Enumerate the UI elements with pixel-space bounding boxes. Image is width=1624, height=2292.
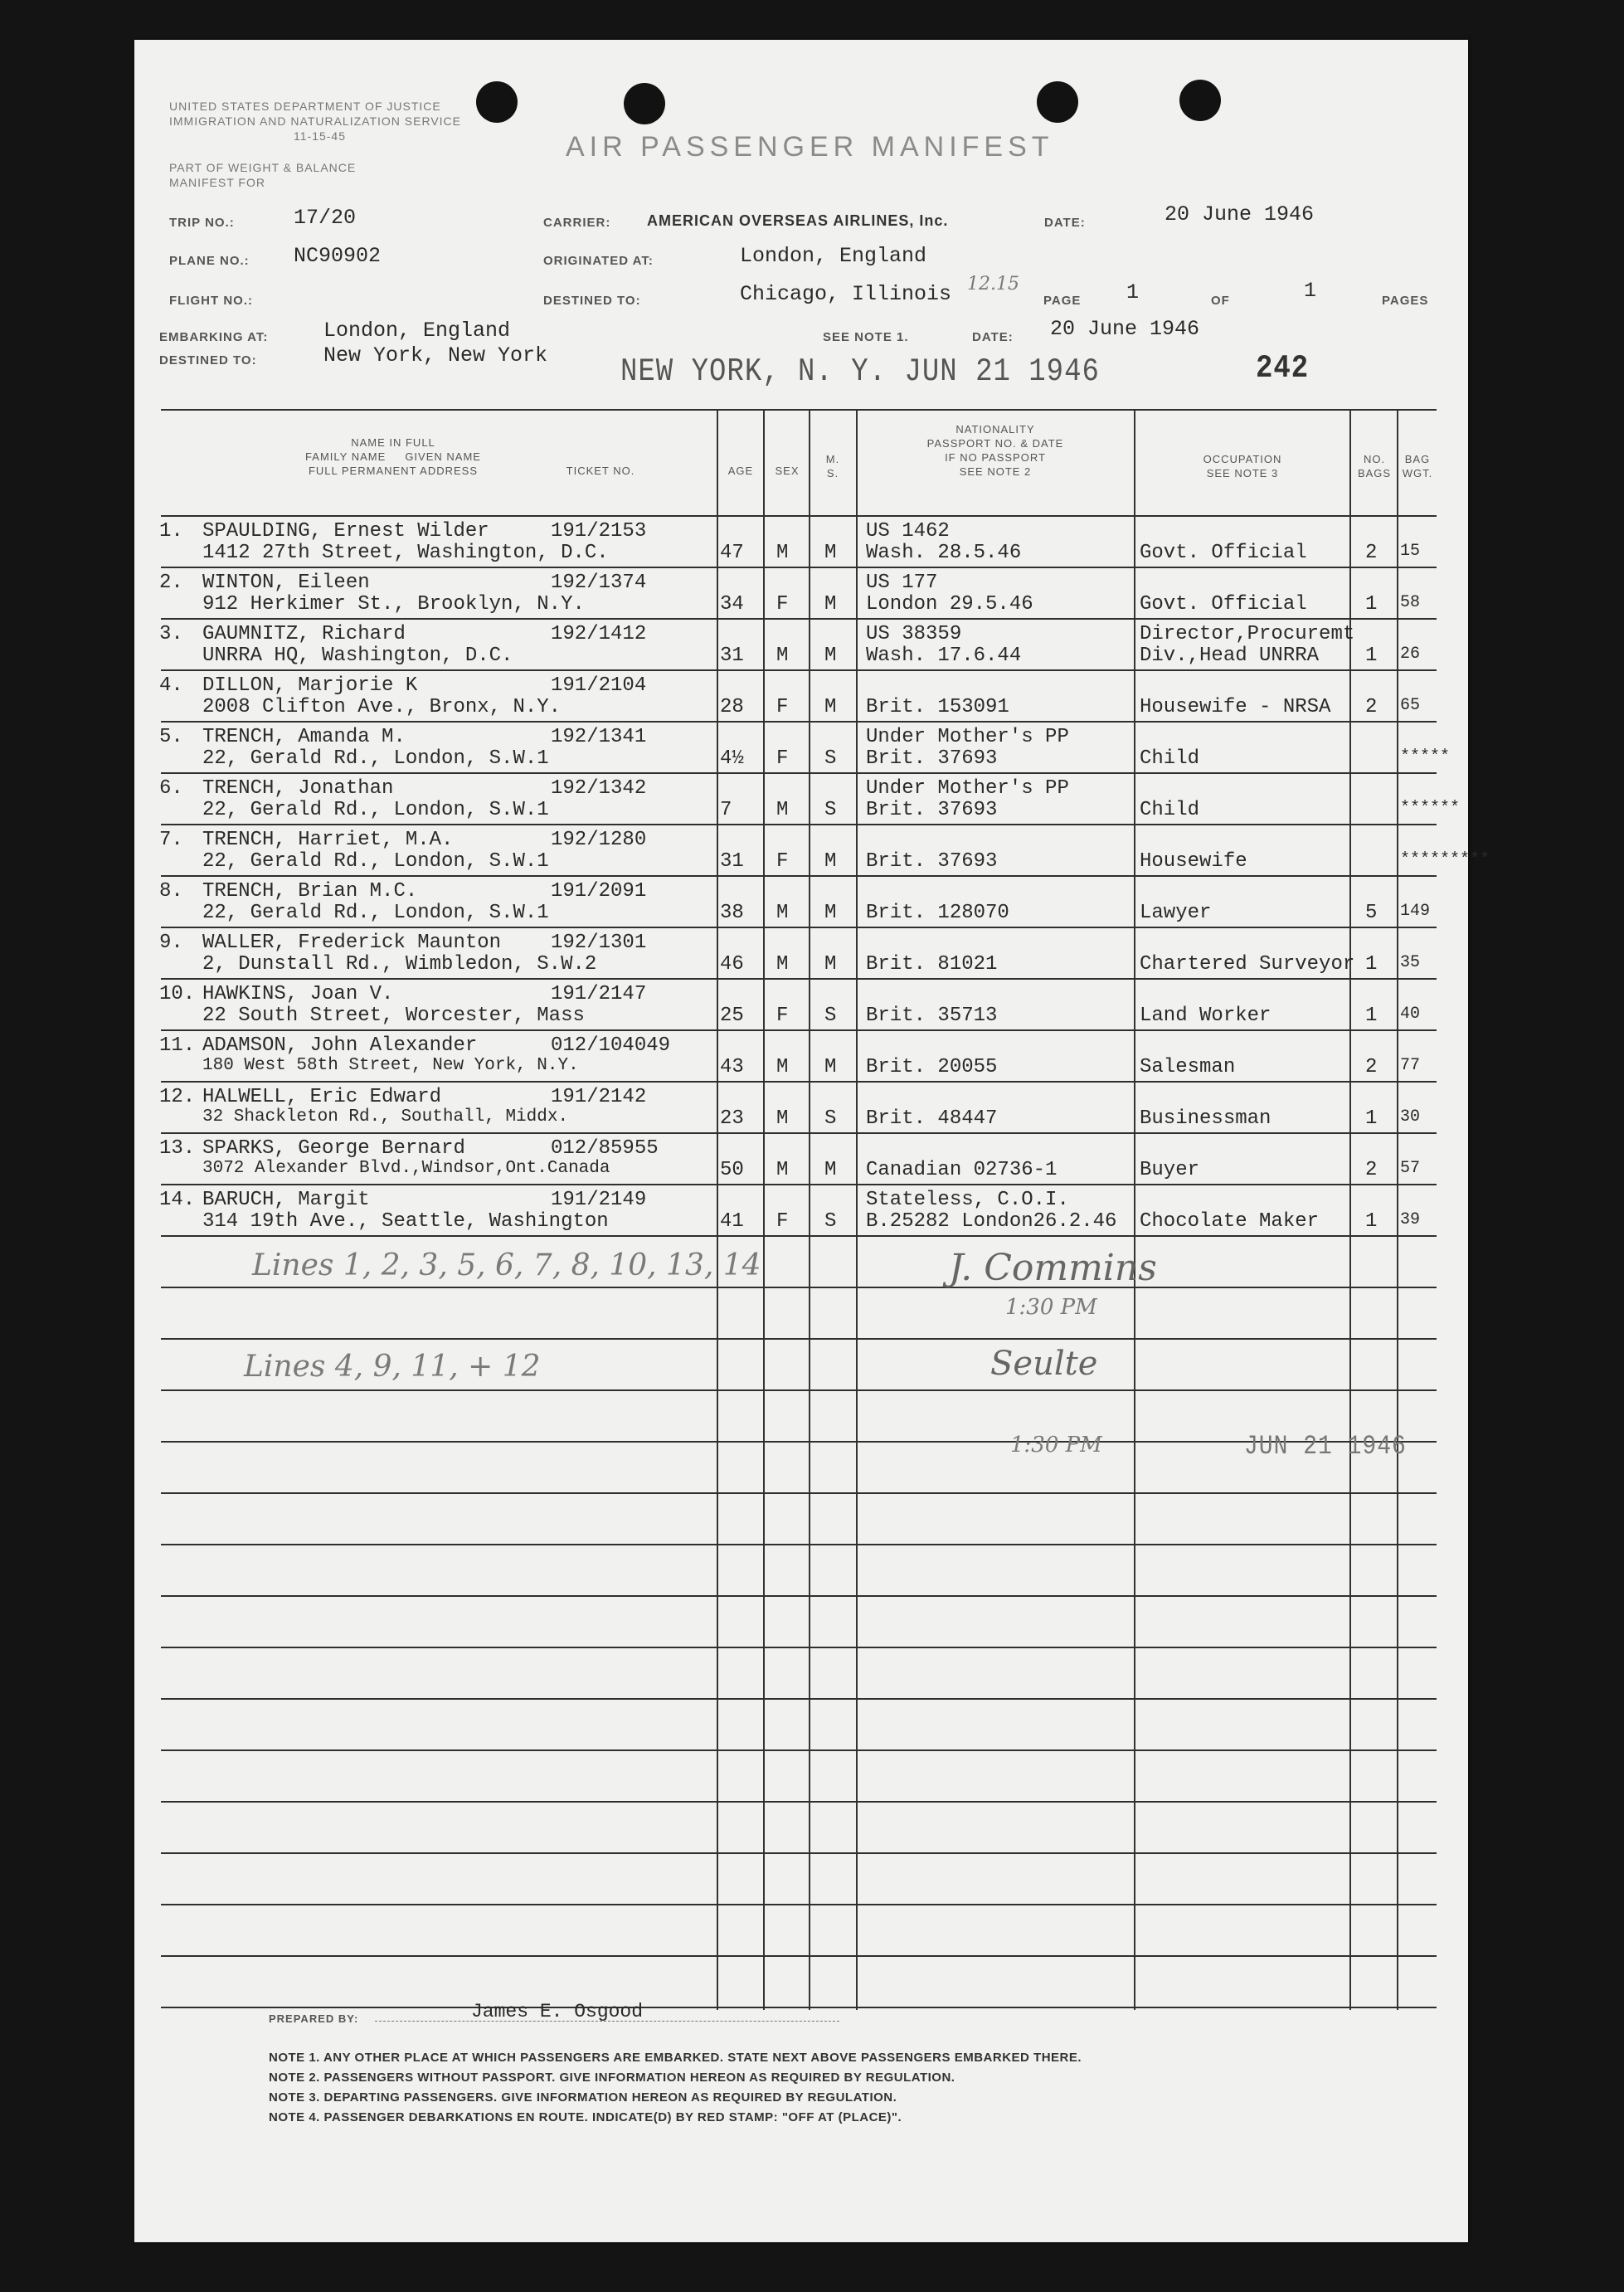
- passenger-sex: F: [776, 696, 789, 718]
- bag-count: 1: [1365, 593, 1378, 616]
- passenger-age: 31: [720, 850, 744, 873]
- marital-status: M: [824, 953, 837, 976]
- passenger-name: HAWKINS, Joan V.: [202, 983, 394, 1005]
- passenger-address: 314 19th Ave., Seattle, Washington: [202, 1210, 609, 1233]
- bag-count: 2: [1365, 696, 1378, 718]
- bag-weight: 40: [1400, 1005, 1421, 1024]
- arrival-stamp: NEW YORK, N. Y. JUN 21 1946: [620, 354, 1100, 391]
- passport-line-1: US 1462: [866, 520, 950, 543]
- passport-line-2: Brit. 37693: [866, 850, 998, 873]
- marital-status: M: [824, 1159, 837, 1181]
- passport-line-1: US 177: [866, 572, 938, 594]
- occupation-line-2: Child: [1140, 799, 1200, 821]
- passenger-name: TRENCH, Amanda M.: [202, 726, 406, 748]
- trip-label: TRIP NO.:: [169, 216, 235, 230]
- destined2-value: New York, New York: [323, 343, 548, 367]
- carrier-label: CARRIER:: [543, 216, 611, 230]
- bag-weight: 26: [1400, 645, 1421, 664]
- table-rule: [161, 1801, 1437, 1803]
- row-number: 8.: [159, 880, 183, 903]
- table-row: [161, 1132, 1437, 1184]
- passenger-age: 7: [720, 799, 732, 821]
- row-number: 13.: [159, 1137, 196, 1160]
- passenger-address: 912 Herkimer St., Brooklyn, N.Y.: [202, 593, 585, 616]
- occupation-line-2: Salesman: [1140, 1056, 1236, 1078]
- passenger-table: [159, 409, 1490, 2010]
- bag-weight: 149: [1400, 902, 1431, 921]
- table-row: [161, 978, 1437, 1029]
- occupation-line-2: Govt. Official: [1140, 593, 1307, 616]
- bag-count: 2: [1365, 1159, 1378, 1181]
- passenger-age: 50: [720, 1159, 744, 1181]
- row-number: 7.: [159, 829, 183, 851]
- row-number: 11.: [159, 1034, 196, 1057]
- note-1: NOTE 1. ANY OTHER PLACE AT WHICH PASSENGERS ARE EMBARKED. STATE NEXT ABOVE PASSENGERS EMBARKED THERE.: [269, 2051, 1082, 2065]
- passenger-name: SPAULDING, Ernest Wilder: [202, 520, 489, 543]
- bag-count: 2: [1365, 542, 1378, 564]
- row-number: 10.: [159, 983, 196, 1005]
- passenger-address: 1412 27th Street, Washington, D.C.: [202, 542, 609, 564]
- passport-line-2: Brit. 128070: [866, 902, 1009, 924]
- passport-line-1: Stateless, C.O.I.: [866, 1189, 1069, 1211]
- originated-value: London, England: [740, 244, 927, 268]
- plane-label: PLANE NO.:: [169, 254, 250, 268]
- embarking-label: EMBARKING AT:: [159, 330, 269, 344]
- inspector-signature-b: Seulte: [990, 1345, 1098, 1383]
- handwritten-time-note: 12.15: [967, 274, 1019, 294]
- passenger-sex: F: [776, 1005, 789, 1027]
- passenger-address: 22 South Street, Worcester, Mass: [202, 1005, 585, 1027]
- passport-line-2: Brit. 37693: [866, 799, 998, 821]
- occupation-line-2: Div.,Head UNRRA: [1140, 645, 1320, 667]
- inspection-date-stamp: JUN 21 1946: [1244, 1432, 1407, 1462]
- passenger-age: 38: [720, 902, 744, 924]
- bag-weight: ******: [1400, 799, 1461, 818]
- col-header-ms: M. S.: [825, 453, 840, 479]
- passenger-age: 41: [720, 1210, 744, 1233]
- passenger-address: UNRRA HQ, Washington, D.C.: [202, 645, 513, 667]
- passenger-sex: M: [776, 902, 789, 924]
- inspector-signature-a: J. Commins: [949, 1247, 1157, 1289]
- passport-line-2: Wash. 28.5.46: [866, 542, 1022, 564]
- destined-label: DESTINED TO:: [543, 294, 641, 308]
- originated-label: ORIGINATED AT:: [543, 254, 654, 268]
- passport-line-2: Wash. 17.6.44: [866, 645, 1022, 667]
- bag-weight: 77: [1400, 1056, 1421, 1075]
- passenger-name: SPARKS, George Bernard: [202, 1137, 465, 1160]
- occupation-line-2: Lawyer: [1140, 902, 1212, 924]
- col-header-name: NAME IN FULL FAMILY NAME GIVEN NAME FULL PERMANENT ADDRESS: [305, 436, 481, 477]
- table-rule: [161, 1544, 1437, 1545]
- page-label: PAGE: [1043, 294, 1082, 308]
- passenger-age: 4½: [720, 747, 744, 770]
- col-header-ticket: TICKET NO.: [566, 465, 635, 477]
- row-number: 9.: [159, 932, 183, 954]
- ticket-number: 191/2153: [551, 520, 647, 543]
- plane-value: NC90902: [294, 244, 382, 268]
- passenger-name: BARUCH, Margit: [202, 1189, 370, 1211]
- passenger-address: 22, Gerald Rd., London, S.W.1: [202, 850, 549, 873]
- table-rule: [161, 1595, 1437, 1597]
- marital-status: M: [824, 593, 837, 616]
- ticket-number: 192/1374: [551, 572, 647, 594]
- ticket-number: 191/2091: [551, 880, 647, 903]
- embarking-value: London, England: [323, 319, 511, 343]
- passenger-age: 34: [720, 593, 744, 616]
- table-row: [161, 618, 1437, 669]
- bag-weight: 58: [1400, 593, 1421, 612]
- table-row: [159, 824, 1490, 875]
- table-rule: [161, 1904, 1437, 1905]
- see-note-label: SEE NOTE 1.: [823, 330, 909, 344]
- passenger-sex: F: [776, 593, 789, 616]
- passenger-sex: M: [776, 1159, 789, 1181]
- handwritten-lines-a: Lines 1, 2, 3, 5, 6, 7, 8, 10, 13, 14: [252, 1248, 761, 1282]
- table-rule: [161, 1389, 1437, 1391]
- passenger-name: TRENCH, Brian M.C.: [202, 880, 418, 903]
- occupation-line-2: Housewife: [1140, 850, 1247, 873]
- punch-hole: [1037, 81, 1078, 123]
- of-value: 1: [1304, 279, 1317, 303]
- ticket-number: 192/1301: [551, 932, 647, 954]
- row-number: 12.: [159, 1086, 196, 1108]
- date-label: DATE:: [1044, 216, 1086, 230]
- ticket-number: 192/1412: [551, 623, 647, 645]
- passenger-name: HALWELL, Eric Edward: [202, 1086, 442, 1108]
- department-line: UNITED STATES DEPARTMENT OF JUSTICE: [169, 100, 441, 113]
- table-row: [161, 567, 1437, 618]
- bag-weight: 15: [1400, 542, 1421, 561]
- passenger-sex: M: [776, 799, 789, 821]
- passenger-name: WALLER, Frederick Maunton: [202, 932, 502, 954]
- bag-count: 5: [1365, 902, 1378, 924]
- marital-status: M: [824, 542, 837, 564]
- table-rule: [161, 1338, 1437, 1340]
- marital-status: S: [824, 1210, 837, 1233]
- marital-status: M: [824, 696, 837, 718]
- passport-line-2: Brit. 37693: [866, 747, 998, 770]
- trip-value: 17/20: [294, 206, 357, 230]
- passenger-address: 180 West 58th Street, New York, N.Y.: [202, 1056, 579, 1075]
- carrier-value: AMERICAN OVERSEAS AIRLINES, Inc.: [647, 212, 949, 229]
- bag-count: 2: [1365, 1056, 1378, 1078]
- passenger-sex: F: [776, 850, 789, 873]
- ticket-number: 191/2147: [551, 983, 647, 1005]
- occupation-line-2: Buyer: [1140, 1159, 1200, 1181]
- passport-line-1: Under Mother's PP: [866, 777, 1069, 800]
- table-rule: [161, 1235, 1437, 1237]
- page-value: 1: [1126, 280, 1140, 304]
- passport-line-2: London 29.5.46: [866, 593, 1033, 616]
- ticket-number: 191/2149: [551, 1189, 647, 1211]
- marital-status: S: [824, 1005, 837, 1027]
- ticket-number: 012/85955: [551, 1137, 659, 1160]
- table-row: [161, 875, 1437, 927]
- note-4: NOTE 4. PASSENGER DEBARKATIONS EN ROUTE. INDICATE(D) BY RED STAMP: "OFF AT (PLACE)".: [269, 2110, 902, 2124]
- occupation-line-2: Chartered Surveyor: [1140, 953, 1355, 976]
- passport-line-2: Brit. 153091: [866, 696, 1009, 718]
- manifest-for-line: MANIFEST FOR: [169, 176, 265, 189]
- table-row: [161, 1081, 1437, 1132]
- page-title: AIR PASSENGER MANIFEST: [566, 131, 1054, 163]
- row-number: 14.: [159, 1189, 196, 1211]
- passenger-age: 23: [720, 1107, 744, 1130]
- col-header-age: AGE: [727, 465, 754, 477]
- passenger-name: GAUMNITZ, Richard: [202, 623, 406, 645]
- passenger-sex: M: [776, 1056, 789, 1078]
- bag-weight: 30: [1400, 1107, 1421, 1127]
- passenger-age: 31: [720, 645, 744, 667]
- bag-count: 1: [1365, 953, 1378, 976]
- occupation-line-2: Chocolate Maker: [1140, 1210, 1320, 1233]
- passport-line-2: Brit. 81021: [866, 953, 998, 976]
- occupation-line-2: Govt. Official: [1140, 542, 1307, 564]
- passport-line-2: Brit. 35713: [866, 1005, 998, 1027]
- table-rule: [161, 1955, 1437, 1957]
- row-number: 1.: [159, 520, 183, 543]
- date2-value: 20 June 1946: [1050, 317, 1200, 341]
- bag-weight: 57: [1400, 1159, 1421, 1178]
- col-header-nationality: NATIONALITY PASSPORT NO. & DATE IF NO PASSPORT SEE NOTE 2: [926, 423, 1064, 478]
- bag-count: 1: [1365, 1107, 1378, 1130]
- passport-line-1: US 38359: [866, 623, 962, 645]
- passenger-sex: M: [776, 953, 789, 976]
- date2-label: DATE:: [972, 330, 1014, 344]
- passenger-address: 3072 Alexander Blvd.,Windsor,Ont.Canada: [202, 1159, 610, 1178]
- note-2: NOTE 2. PASSENGERS WITHOUT PASSPORT. GIVE INFORMATION HEREON AS REQUIRED BY REGULATION.: [269, 2071, 955, 2085]
- bag-count: 1: [1365, 1005, 1378, 1027]
- marital-status: M: [824, 645, 837, 667]
- marital-status: M: [824, 1056, 837, 1078]
- passport-line-2: Brit. 20055: [866, 1056, 998, 1078]
- table-row: [161, 669, 1437, 721]
- marital-status: S: [824, 799, 837, 821]
- table-rule: [161, 1852, 1437, 1854]
- occupation-line-2: Child: [1140, 747, 1200, 770]
- passenger-name: DILLON, Marjorie K: [202, 674, 418, 697]
- passenger-sex: M: [776, 645, 789, 667]
- passenger-name: WINTON, Eileen: [202, 572, 370, 594]
- manifest-page: [134, 40, 1490, 2242]
- punch-hole: [624, 83, 665, 124]
- row-number: 5.: [159, 726, 183, 748]
- punch-hole: [1179, 80, 1221, 121]
- bag-weight: *********: [1400, 850, 1490, 869]
- occupation-line-2: Land Worker: [1140, 1005, 1271, 1027]
- passport-line-1: Under Mother's PP: [866, 726, 1069, 748]
- bag-weight: 65: [1400, 696, 1421, 715]
- passenger-age: 25: [720, 1005, 744, 1027]
- passenger-age: 47: [720, 542, 744, 564]
- passenger-sex: F: [776, 747, 789, 770]
- marital-status: S: [824, 1107, 837, 1130]
- occupation-line-2: Businessman: [1140, 1107, 1271, 1130]
- table-rule: [161, 2007, 1437, 2008]
- passenger-address: 22, Gerald Rd., London, S.W.1: [202, 902, 549, 924]
- table-row: [159, 772, 1461, 824]
- occupation-line-2: Housewife - NRSA: [1140, 696, 1331, 718]
- table-row: [161, 515, 1437, 567]
- marital-status: M: [824, 850, 837, 873]
- destined2-label: DESTINED TO:: [159, 353, 257, 367]
- table-rule: [161, 1647, 1437, 1648]
- marital-status: S: [824, 747, 837, 770]
- ticket-number: 191/2104: [551, 674, 647, 697]
- passenger-address: 32 Shackleton Rd., Southall, Middx.: [202, 1107, 569, 1127]
- passenger-age: 43: [720, 1056, 744, 1078]
- row-number: 4.: [159, 674, 183, 697]
- bag-count: 1: [1365, 1210, 1378, 1233]
- passenger-name: ADAMSON, John Alexander: [202, 1034, 478, 1057]
- passenger-sex: F: [776, 1210, 789, 1233]
- table-row: [159, 721, 1451, 772]
- ticket-number: 192/1342: [551, 777, 647, 800]
- pages-label: PAGES: [1382, 294, 1429, 308]
- table-rule: [161, 1287, 1437, 1288]
- table-row: [161, 1184, 1437, 1235]
- passport-line-2: Canadian 02736-1: [866, 1159, 1058, 1181]
- table-rule: [161, 1749, 1437, 1751]
- ticket-number: 191/2142: [551, 1086, 647, 1108]
- destined-value: Chicago, Illinois: [740, 282, 952, 306]
- handwritten-lines-b: Lines 4, 9, 11, + 12: [244, 1350, 541, 1384]
- form-date: 11-15-45: [294, 129, 347, 143]
- passenger-sex: M: [776, 1107, 789, 1130]
- table-row: [161, 927, 1437, 978]
- col-header-occupation: OCCUPATION SEE NOTE 3: [1203, 453, 1282, 479]
- marital-status: M: [824, 902, 837, 924]
- ticket-number: 192/1280: [551, 829, 647, 851]
- bag-weight: 39: [1400, 1210, 1421, 1229]
- col-header-sex: SEX: [775, 465, 800, 477]
- table-rule: [161, 1492, 1437, 1494]
- passenger-age: 46: [720, 953, 744, 976]
- occupation-line-1: Director,Procuremt: [1140, 623, 1355, 645]
- passport-line-2: B.25282 London26.2.46: [866, 1210, 1117, 1233]
- note-3: NOTE 3. DEPARTING PASSENGERS. GIVE INFORMATION HEREON AS REQUIRED BY REGULATION.: [269, 2090, 897, 2105]
- row-number: 6.: [159, 777, 183, 800]
- bag-weight: *****: [1400, 747, 1451, 766]
- ticket-number: 192/1341: [551, 726, 647, 748]
- date-value: 20 June 1946: [1165, 202, 1315, 226]
- ticket-number: 012/104049: [551, 1034, 671, 1057]
- row-number: 3.: [159, 623, 183, 645]
- bag-weight: 35: [1400, 953, 1421, 972]
- passenger-name: TRENCH, Harriet, M.A.: [202, 829, 454, 851]
- passenger-address: 2, Dunstall Rd., Wimbledon, S.W.2: [202, 953, 597, 976]
- manifest-number-stamp: 242: [1256, 351, 1310, 387]
- col-header-bagwt: BAG WGT.: [1402, 453, 1433, 479]
- passenger-address: 22, Gerald Rd., London, S.W.1: [202, 799, 549, 821]
- flight-label: FLIGHT NO.:: [169, 294, 253, 308]
- table-rule: [161, 1698, 1437, 1700]
- punch-hole: [476, 81, 518, 123]
- row-number: 2.: [159, 572, 183, 594]
- handwritten-time-a: 1:30 PM: [1005, 1295, 1097, 1320]
- bag-count: 1: [1365, 645, 1378, 667]
- handwritten-time-b: 1:30 PM: [1010, 1433, 1102, 1457]
- of-label: OF: [1211, 294, 1230, 308]
- prepared-by-label: PREPARED BY:: [269, 2012, 359, 2025]
- service-line: IMMIGRATION AND NATURALIZATION SERVICE: [169, 114, 461, 128]
- passport-line-2: Brit. 48447: [866, 1107, 998, 1130]
- passenger-address: 2008 Clifton Ave., Bronx, N.Y.: [202, 696, 562, 718]
- passenger-age: 28: [720, 696, 744, 718]
- prepared-by-value: James E. Osgood: [471, 2001, 644, 2022]
- col-header-bags: NO. BAGS: [1357, 453, 1392, 479]
- table-row: [161, 1029, 1437, 1081]
- passenger-address: 22, Gerald Rd., London, S.W.1: [202, 747, 549, 770]
- part-of-line: PART OF WEIGHT & BALANCE: [169, 161, 357, 174]
- passenger-name: TRENCH, Jonathan: [202, 777, 394, 800]
- passenger-sex: M: [776, 542, 789, 564]
